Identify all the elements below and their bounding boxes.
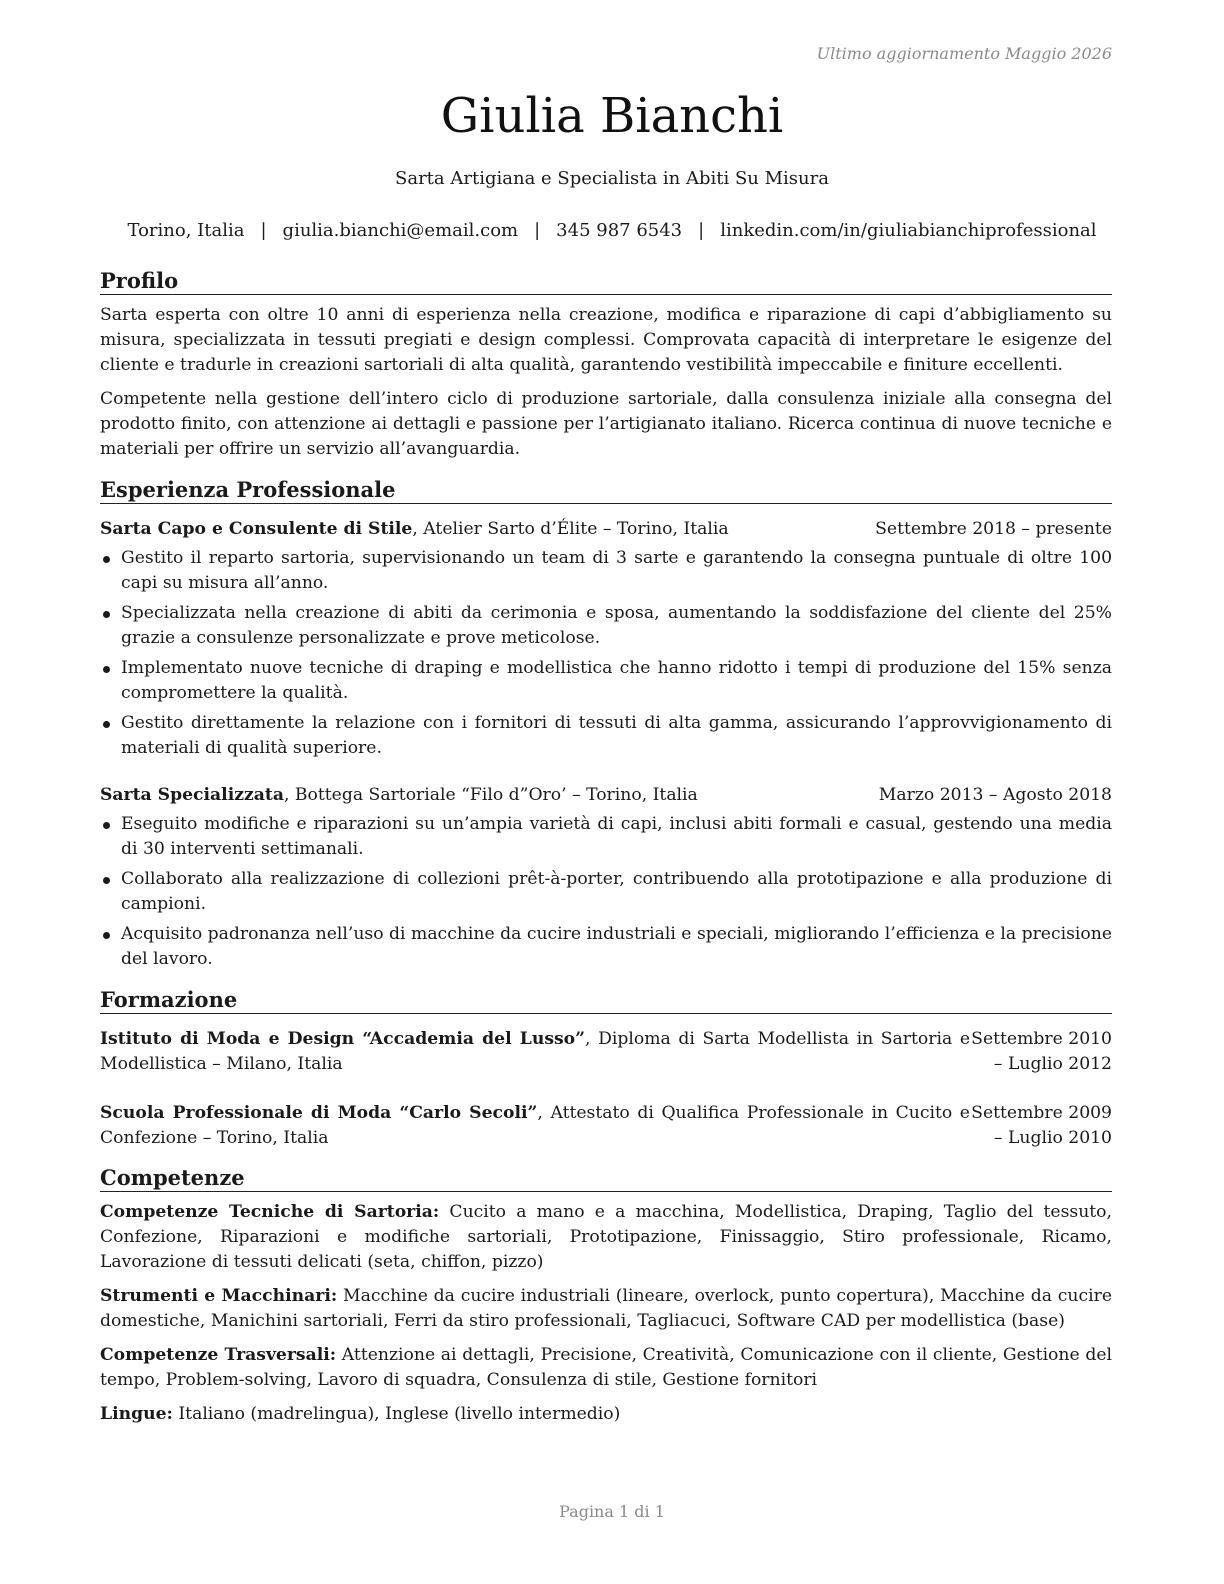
bullet-text: Gestito il reparto sartoria, supervisionando un team di 3 sarte e garantendo la consegna puntuale di oltre 100 capi su misura all’anno. [121,548,1112,593]
bullet-icon [103,932,110,939]
bullet-text: Eseguito modifiche e riparazioni su un’ampia varietà di capi, inclusi abiti formali e casual, gestendo una media di 30 interventi settimanali. [121,814,1112,859]
education-entry [100,1027,1112,1077]
job-role: Sarta Capo e Consulente di Stile [100,519,413,539]
job-header [100,517,1112,542]
list-item [100,711,1112,761]
bullet-text: Gestito direttamente la relazione con i fornitori di tessuti di alta gamma, assicurando l’approvvigionamento di materiali di qualità superiore. [121,713,1112,758]
education-school: Scuola Professionale di Moda “Carlo Secoli” [100,1103,538,1123]
education-dates: Settembre 2009 – Luglio 2010 [971,1103,1112,1148]
bullet-icon [103,611,110,618]
section-title-skills: Competenze [100,1165,1112,1192]
education-section [100,987,1112,1151]
profile-paragraph: Sarta esperta con oltre 10 anni di esperienza nella creazione, modifica e riparazione di capi d’abbigliamento su misura, specializzata in tessuti pregiati e design complessi. Comprovata capacità di interpretare le esigenze del cliente e tradurle in creazioni sartoriali di alta qualità, garantendo vestibilità impeccabile e finiture eccellenti. [100,305,1112,375]
candidate-name: Giulia Bianchi [440,88,784,144]
resume-content [100,268,1112,1427]
contact-line [0,220,1224,241]
skill-label: Lingue: [100,1404,173,1424]
contact-location: Torino, Italia [127,220,245,241]
job-title-line [100,517,729,542]
list-item [100,546,1112,596]
contact-separator: | [698,220,705,241]
contact-separator: | [534,220,541,241]
job-role: Sarta Specializzata [100,785,284,805]
profile-paragraph: Competente nella gestione dell’intero ciclo di produzione sartoriale, dalla consulenza iniziale alla consegna del prodotto finito, con attenzione ai dettagli e passione per l’artigianato italiano. Ricerca continua di nuove tecniche e materiali per offrire un servizio all’avanguardia. [100,389,1112,459]
skill-label: Strumenti e Macchinari: [100,1286,338,1306]
list-item [100,601,1112,651]
job-bullets [100,546,1112,761]
list-item [100,922,1112,972]
section-title-education: Formazione [100,987,1112,1014]
candidate-subtitle: Sarta Artigiana e Specialista in Abiti Su Misura [395,168,829,189]
job-place: , Atelier Sarto d’Élite – Torino, Italia [412,519,729,539]
skill-label: Competenze Trasversali: [100,1345,337,1365]
job-title-line [100,783,698,808]
education-school: Istituto di Moda e Design “Accademia del Lusso” [100,1029,586,1049]
contact-email[interactable]: giulia.bianchi@email.com [282,220,519,241]
profile-section [100,268,1112,462]
skill-entry [100,1284,1112,1334]
bullet-icon [103,721,110,728]
education-description [100,1101,970,1151]
contact-phone: 345 987 6543 [556,220,683,241]
bullet-icon [103,556,110,563]
contact-linkedin[interactable]: linkedin.com/in/giuliabianchiprofessional [720,220,1097,241]
skill-label: Competenze Tecniche di Sartoria: [100,1202,440,1222]
list-item [100,867,1112,917]
education-detail: , Attestato di Qualifica Professionale in Cucito e Confezione – Torino, Italia [100,1103,970,1148]
skill-text: Macchine da cucire industriali (lineare, overlock, punto copertura), Macchine da cucire domestiche, Manichini sartoriali, Ferri da stiro professionali, Tagliacuci, Software CAD per modellistica (base) [100,1286,1112,1331]
skill-entry [100,1343,1112,1393]
list-item [100,656,1112,706]
bullet-icon [103,822,110,829]
skill-text: Attenzione ai dettagli, Precisione, Creatività, Comunicazione con il cliente, Gestione del tempo, Problem-solving, Lavoro di squadra, Consulenza di stile, Gestione fornitori [100,1345,1112,1390]
education-entry [100,1101,1112,1151]
skills-section [100,1165,1112,1427]
job-bullets [100,812,1112,972]
section-title-experience: Esperienza Professionale [100,477,1112,504]
contact-separator: | [260,220,267,241]
bullet-text: Collaborato alla realizzazione di collezioni prêt-à-porter, contribuendo alla prototipazione e alla produzione di campioni. [121,869,1112,914]
education-detail: , Diploma di Sarta Modellista in Sartoria e Modellistica – Milano, Italia [100,1029,971,1074]
education-description [100,1027,970,1077]
skill-entry [100,1200,1112,1275]
page-number: Pagina 1 di 1 [559,1502,665,1521]
experience-section [100,477,1112,972]
bullet-icon [103,877,110,884]
bullet-icon [103,666,110,673]
skill-text: Italiano (madrelingua), Inglese (livello intermedio) [172,1404,621,1424]
skill-text: Cucito a mano e a macchina, Modellistica, Draping, Taglio del tessuto, Confezione, Riparazioni e modifiche sartoriali, Prototipazione, Finissaggio, Stiro professionale, Ricamo, Lavorazione di tessuti delicati (seta, chiffon, pizzo) [100,1202,1112,1272]
skill-entry [100,1402,1112,1427]
bullet-text: Specializzata nella creazione di abiti da cerimonia e sposa, aumentando la soddisfazione del cliente del 25% grazie a consulenze personalizzate e prove meticolose. [121,603,1112,648]
bullet-text: Implementato nuove tecniche di draping e modellistica che hanno ridotto i tempi di produzione del 15% senza compromettere la qualità. [121,658,1112,703]
section-title-profile: Profilo [100,268,1112,295]
job-place: , Bottega Sartoriale “Filo d”Oro’ – Torino, Italia [283,785,698,805]
job-header [100,783,1112,808]
education-dates: Settembre 2010 – Luglio 2012 [971,1029,1112,1074]
last-updated: Ultimo aggiornamento Maggio 2026 [816,44,1112,63]
list-item [100,812,1112,862]
job-dates: Marzo 2013 – Agosto 2018 [878,785,1112,805]
bullet-text: Acquisito padronanza nell’uso di macchine da cucire industriali e speciali, migliorando l’efficienza e la precisione del lavoro. [121,924,1112,969]
job-dates: Settembre 2018 – presente [875,519,1112,539]
